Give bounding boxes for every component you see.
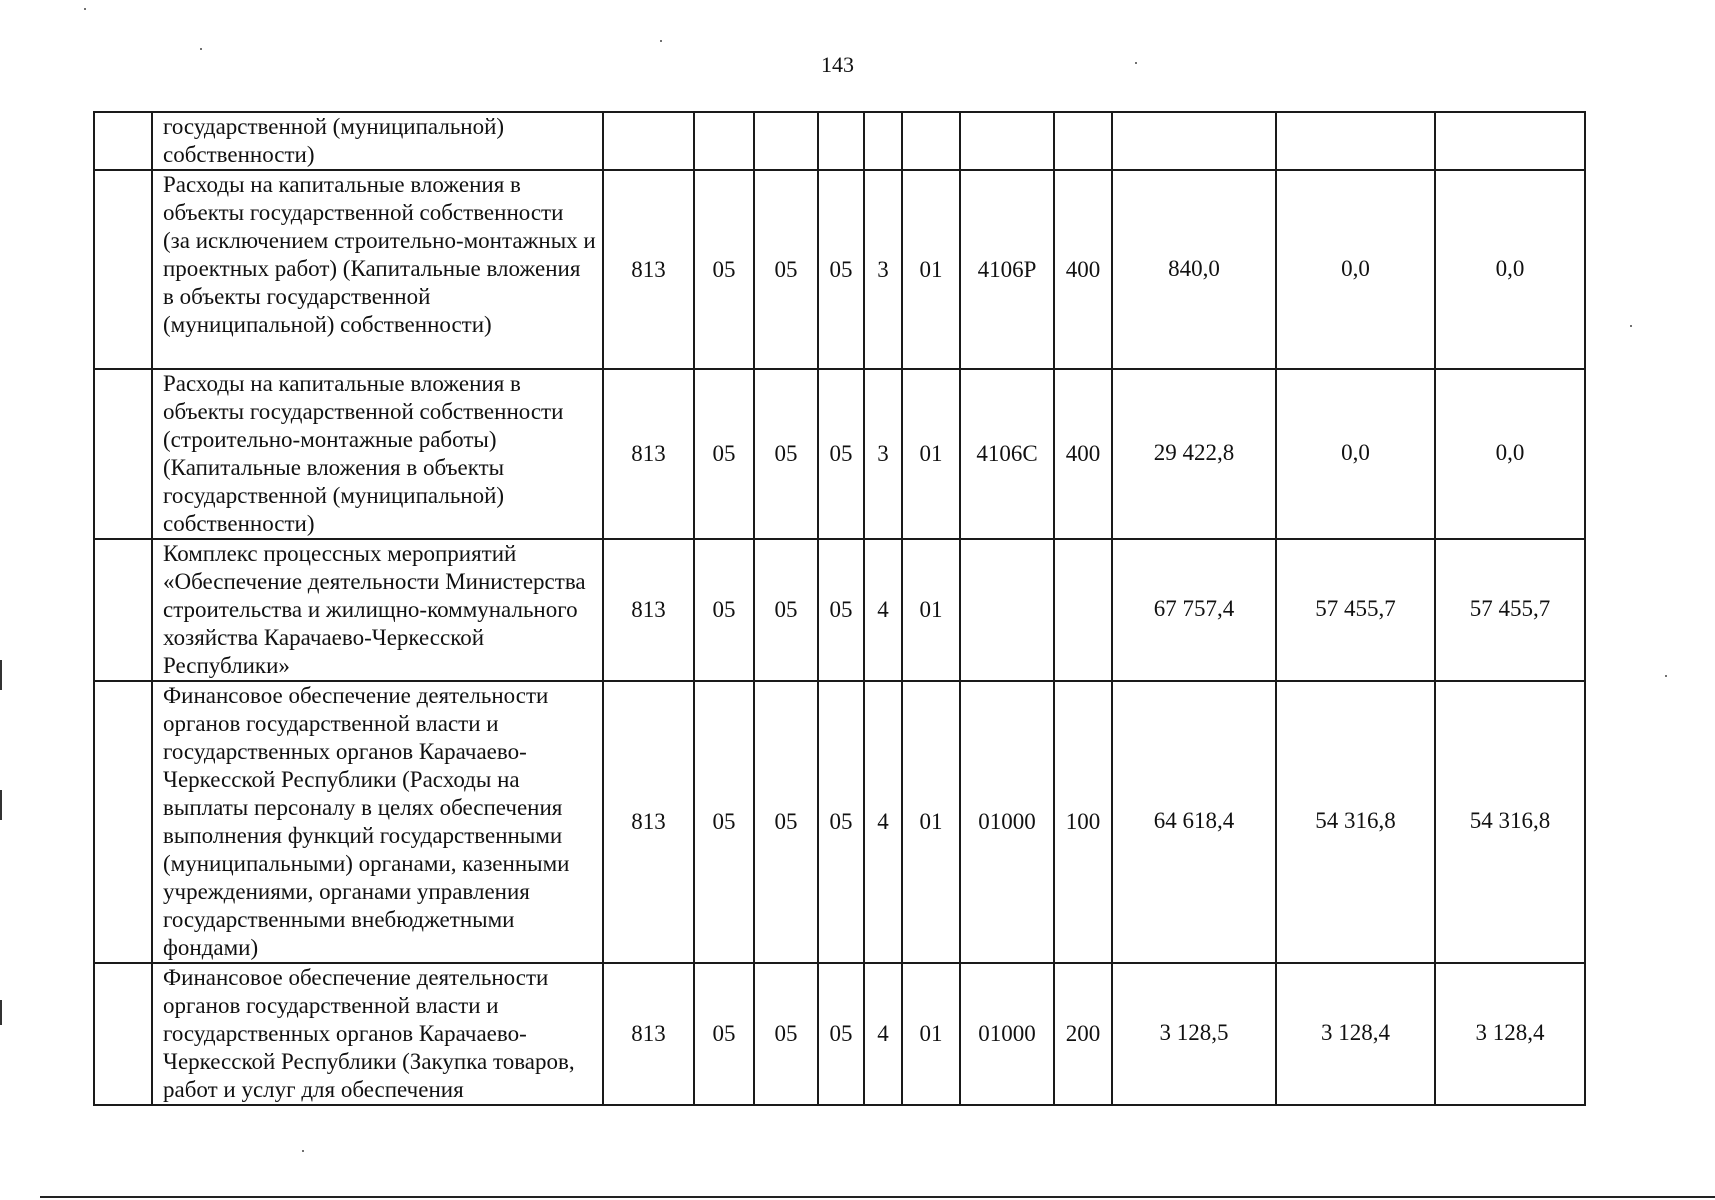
amount-cell: 67 757,4 <box>1112 539 1276 681</box>
subsection-code-cell: 05 <box>754 963 818 1105</box>
subsection-code-cell: 05 <box>754 369 818 539</box>
section-code-cell: 05 <box>694 681 754 963</box>
row-number-cell <box>94 170 152 369</box>
direction-code-cell <box>960 539 1054 681</box>
amount-cell: 0,0 <box>1435 369 1585 539</box>
subsection-code-cell: 05 <box>754 681 818 963</box>
program-code-cell: 05 <box>818 539 864 681</box>
table-row <box>94 369 1585 539</box>
amount-cell: 3 128,4 <box>1276 963 1435 1105</box>
amount-cell: 57 455,7 <box>1276 539 1435 681</box>
scan-speck <box>1665 675 1667 677</box>
description-cell: Комплекс процессных мероприятий «Обеспечение деятельности Министерства строительства и жилищно-коммунального хозяйства Карачаево-Черкесской Республики» <box>152 539 603 681</box>
activity-code-cell: 01 <box>902 963 960 1105</box>
amount-cell: 54 316,8 <box>1435 681 1585 963</box>
subsection-code-cell: 05 <box>754 170 818 369</box>
subprogram-code-cell: 3 <box>864 369 902 539</box>
activity-code-cell <box>902 112 960 170</box>
direction-code-cell <box>960 112 1054 170</box>
table-row <box>94 539 1585 681</box>
activity-code-cell: 01 <box>902 539 960 681</box>
page-number: 143 <box>821 52 854 77</box>
amount-cell: 29 422,8 <box>1112 369 1276 539</box>
section-code-cell: 05 <box>694 539 754 681</box>
amount-cell: 54 316,8 <box>1276 681 1435 963</box>
direction-code-cell: 4106Р <box>960 170 1054 369</box>
budget-table <box>93 111 1586 1106</box>
row-number-cell <box>94 369 152 539</box>
scan-speck <box>200 48 202 50</box>
chapter-code-cell: 813 <box>603 681 694 963</box>
scan-speck <box>302 1150 304 1152</box>
scan-speck <box>1135 62 1137 64</box>
description-cell: Финансовое обеспечение деятельности органов государственной власти и государственных органов Карачаево-Черкесской Республики (Закупка товаров, работ и услуг для обеспечения <box>152 963 603 1105</box>
row-number-cell <box>94 112 152 170</box>
subprogram-code-cell: 3 <box>864 170 902 369</box>
subprogram-code-cell <box>864 112 902 170</box>
amount-cell: 0,0 <box>1276 369 1435 539</box>
amount-cell: 64 618,4 <box>1112 681 1276 963</box>
program-code-cell <box>818 112 864 170</box>
amount-cell: 0,0 <box>1435 170 1585 369</box>
amount-cell <box>1276 112 1435 170</box>
subprogram-code-cell: 4 <box>864 963 902 1105</box>
row-number-cell <box>94 681 152 963</box>
amount-cell <box>1112 112 1276 170</box>
program-code-cell: 05 <box>818 963 864 1105</box>
amount-cell: 0,0 <box>1276 170 1435 369</box>
direction-code-cell: 4106С <box>960 369 1054 539</box>
amount-cell: 57 455,7 <box>1435 539 1585 681</box>
scan-edge-mark <box>0 1000 2 1025</box>
section-code-cell <box>694 112 754 170</box>
chapter-code-cell: 813 <box>603 369 694 539</box>
section-code-cell: 05 <box>694 369 754 539</box>
expense-type-cell: 400 <box>1054 170 1112 369</box>
scan-edge-mark <box>0 660 2 690</box>
program-code-cell: 05 <box>818 369 864 539</box>
table-row <box>94 681 1585 963</box>
section-code-cell: 05 <box>694 170 754 369</box>
row-number-cell <box>94 963 152 1105</box>
activity-code-cell: 01 <box>902 681 960 963</box>
subprogram-code-cell: 4 <box>864 539 902 681</box>
direction-code-cell: 01000 <box>960 963 1054 1105</box>
description-cell: Расходы на капитальные вложения в объекты государственной собственности (строительно-монтажные работы) (Капитальные вложения в объекты государственной (муниципальной) собственности) <box>152 369 603 539</box>
expense-type-cell: 400 <box>1054 369 1112 539</box>
description-cell: Финансовое обеспечение деятельности органов государственной власти и государственных органов Карачаево-Черкесской Республики (Расходы на выплаты персоналу в целях обеспечения выполнения функций государственными (муниципальными) органами, казенными учреждениями, органами управления государственными внебюджетными фондами) <box>152 681 603 963</box>
row-number-cell <box>94 539 152 681</box>
expense-type-cell: 100 <box>1054 681 1112 963</box>
amount-cell: 3 128,4 <box>1435 963 1585 1105</box>
chapter-code-cell: 813 <box>603 170 694 369</box>
table-row <box>94 112 1585 170</box>
page-bottom-rule <box>40 1196 1715 1198</box>
subsection-code-cell <box>754 112 818 170</box>
expense-type-cell <box>1054 112 1112 170</box>
scan-edge-mark <box>0 790 2 820</box>
table-row <box>94 170 1585 369</box>
chapter-code-cell <box>603 112 694 170</box>
expense-type-cell: 200 <box>1054 963 1112 1105</box>
amount-cell: 840,0 <box>1112 170 1276 369</box>
scan-speck <box>660 40 662 42</box>
chapter-code-cell: 813 <box>603 963 694 1105</box>
program-code-cell: 05 <box>818 681 864 963</box>
activity-code-cell: 01 <box>902 369 960 539</box>
description-cell: государственной (муниципальной) собственности) <box>152 112 603 170</box>
activity-code-cell: 01 <box>902 170 960 369</box>
section-code-cell: 05 <box>694 963 754 1105</box>
scan-speck <box>1630 325 1632 327</box>
direction-code-cell: 01000 <box>960 681 1054 963</box>
subprogram-code-cell: 4 <box>864 681 902 963</box>
expense-type-cell <box>1054 539 1112 681</box>
description-cell: Расходы на капитальные вложения в объекты государственной собственности (за исключением строительно-монтажных и проектных работ) (Капитальные вложения в объекты государственной (муниципальной) собственности) <box>152 170 603 369</box>
chapter-code-cell: 813 <box>603 539 694 681</box>
program-code-cell: 05 <box>818 170 864 369</box>
amount-cell <box>1435 112 1585 170</box>
amount-cell: 3 128,5 <box>1112 963 1276 1105</box>
scan-speck <box>84 8 86 10</box>
subsection-code-cell: 05 <box>754 539 818 681</box>
table-row <box>94 963 1585 1105</box>
